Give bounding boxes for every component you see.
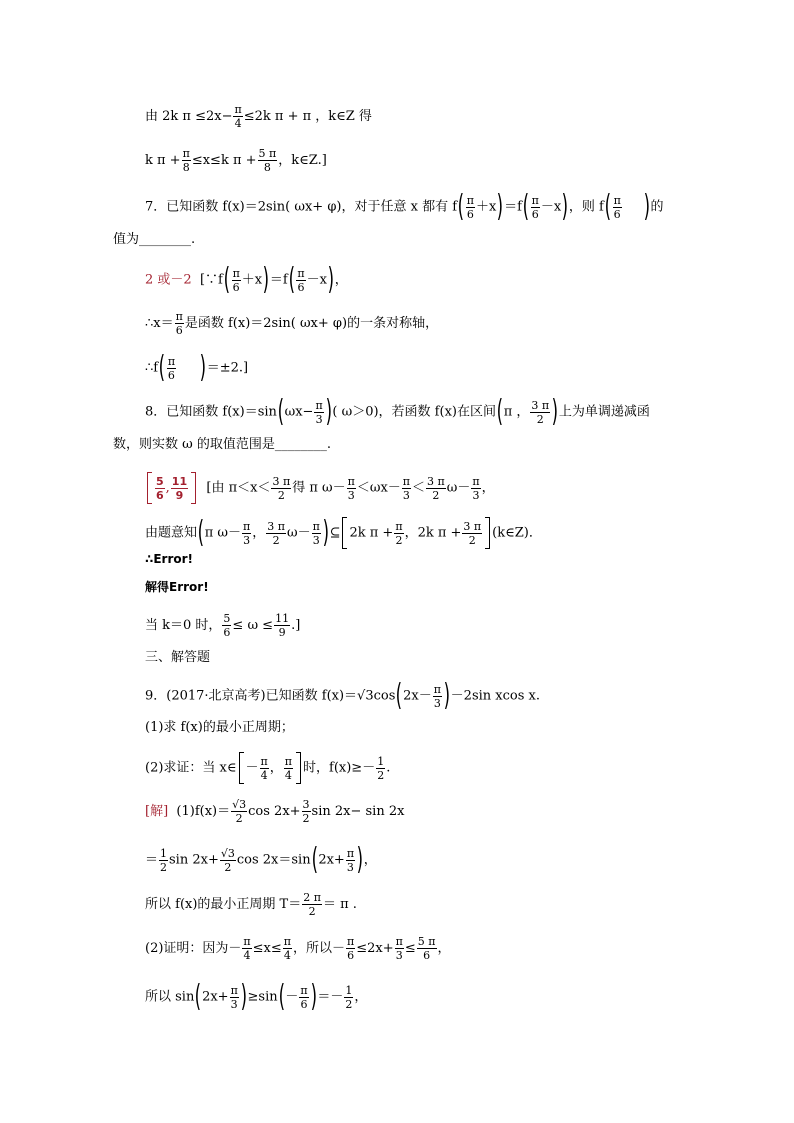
fraction: $\frac{\pi}{6}$ (232, 266, 240, 294)
text: ， (269, 760, 283, 776)
text: ω－ (287, 525, 311, 541)
text: 由题意知 (145, 525, 198, 541)
text: (1)f(x)＝ (176, 804, 231, 819)
paren: ) (240, 979, 247, 1014)
solution-line-2 (145, 147, 327, 174)
text: ＝f (504, 199, 522, 215)
answer-text: 2 或－2 (145, 272, 192, 288)
fraction: $\frac{√3}{2}$ (220, 846, 235, 874)
fraction: $\frac{\pi}{6}$ (347, 935, 355, 962)
text: ≥sin (247, 989, 278, 1005)
fraction: $\frac{\pi}{6}$ (167, 354, 176, 382)
text: ＋x (241, 272, 263, 288)
text: ，k∈Z.] (278, 153, 327, 168)
question-7 (145, 189, 664, 224)
text: 时，f(x)≥－ (303, 760, 376, 776)
text: ， (354, 989, 368, 1005)
text: cos 2x＝sin (236, 852, 311, 868)
fraction: $\frac{\pi}{3}$ (395, 935, 403, 962)
solution-9-line-1 (145, 798, 404, 825)
bracket (296, 752, 301, 784)
fraction: $\frac{\pi}{4}$ (260, 754, 268, 782)
paren: ) (551, 394, 559, 429)
paren: ( (277, 394, 284, 429)
text: 2k π + (349, 525, 394, 541)
text: 所以 sin (145, 989, 195, 1005)
answer-fraction: $\frac{5}{6}$ (156, 474, 164, 502)
paren: ) (496, 189, 504, 224)
fraction: $\frac{\pi}{4}$ (234, 103, 242, 130)
text: ≤2x+ (356, 941, 394, 956)
text: ，则 f (568, 199, 604, 215)
fraction: $\frac{\pi}{6}$ (531, 193, 539, 221)
text: ＋x (476, 199, 497, 215)
text: ， (437, 941, 451, 956)
paren: ( (288, 262, 295, 297)
fraction: $\frac{\pi}{4}$ (243, 935, 251, 962)
paren: ) (325, 394, 332, 429)
bracket (191, 472, 196, 504)
text: π ， (503, 404, 530, 420)
fraction: $\frac{√3}{2}$ (232, 798, 247, 825)
text: ＝±2.] (206, 360, 249, 376)
text: ωx− (284, 404, 314, 420)
text: ＝－ (317, 989, 344, 1005)
paren: ( (223, 262, 230, 297)
answer-fraction: $\frac{11}{9}$ (171, 474, 188, 502)
error-line-1: ∴Error! (145, 552, 194, 566)
paren: ) (561, 189, 569, 224)
fraction: $\frac{11}{9}$ (275, 612, 290, 639)
text: 得 π ω－ (292, 480, 346, 496)
text: ，2k π + (404, 525, 462, 541)
answer-7 (145, 262, 348, 297)
fraction: $\frac{\pi}{6}$ (300, 983, 308, 1011)
text: ， (334, 272, 348, 288)
fraction: $\frac{5 \pi}{6}$ (417, 935, 436, 962)
text: [∵f (199, 272, 223, 288)
text: ( ω＞0)，若函数 f(x)在区间 (332, 404, 496, 420)
fraction: $\frac{1}{2}$ (377, 754, 385, 782)
text: －2sin xcos x. (450, 688, 540, 704)
fraction: $\frac{3}{2}$ (302, 798, 310, 825)
paren: ( (311, 842, 318, 877)
fraction: $\frac{3 \pi}{2}$ (267, 519, 285, 547)
text: ＜ (412, 480, 426, 496)
text: .] (291, 618, 301, 633)
text: . (386, 760, 391, 776)
fraction: $\frac{\pi}{3}$ (315, 398, 323, 426)
solution-9-line-3 (145, 891, 357, 918)
paren: ) (322, 515, 329, 550)
text: ∴x＝ (145, 316, 174, 331)
fraction: $\frac{1}{2}$ (345, 983, 353, 1011)
fraction: $\frac{1}{2}$ (160, 846, 168, 874)
answer-7-line-2 (145, 310, 438, 337)
fraction: $\frac{5 \pi}{8}$ (258, 147, 277, 174)
paren: ) (199, 350, 207, 385)
text: －x (306, 272, 327, 288)
bracket (147, 472, 152, 504)
solution-line-1 (145, 103, 372, 130)
bracket (239, 752, 244, 784)
fraction: $\frac{\pi}{3}$ (346, 846, 355, 874)
paren: ( (158, 350, 166, 385)
fraction: $\frac{\pi}{3}$ (347, 474, 355, 502)
fraction: $\frac{\pi}{3}$ (243, 519, 251, 547)
fraction: $\frac{\pi}{3}$ (312, 519, 320, 547)
text: 2x－ (403, 688, 432, 704)
text: ∴f (145, 360, 159, 376)
text: [由 π＜x＜ (206, 480, 271, 496)
answer-8-line-2 (145, 517, 542, 549)
text: ， (481, 480, 495, 496)
fraction: $\frac{\pi}{6}$ (466, 193, 474, 221)
paren: ( (197, 515, 205, 550)
fraction: $\frac{\pi}{3}$ (433, 682, 441, 710)
text: 所以 f(x)的最小正周期 T＝ (145, 897, 302, 912)
question-9-part-1: (1)求 f(x)的最小正周期； (145, 720, 294, 735)
section-title: 三、解答题 (145, 650, 211, 665)
text: ≤x≤k π + (191, 153, 257, 168)
paren: ( (496, 394, 504, 429)
paren: ) (443, 678, 451, 713)
question-7-line-2: 值为________. (113, 232, 196, 247)
paren: ) (310, 979, 317, 1014)
fraction: $\frac{\pi}{6}$ (297, 266, 305, 294)
fraction: $\frac{\pi}{2}$ (395, 519, 403, 547)
fraction: $\frac{\pi}{3}$ (230, 983, 238, 1011)
bracket (485, 517, 490, 549)
fraction: $\frac{\pi}{3}$ (472, 474, 480, 502)
text: 2x+ (202, 989, 229, 1005)
solution-9-line-5 (145, 979, 368, 1014)
text: ＜ωx－ (356, 480, 401, 496)
text: 当 k＝0 时， (145, 618, 222, 633)
paren: ( (194, 979, 202, 1014)
text: ，所以－ (293, 941, 346, 956)
paren: ( (396, 678, 403, 713)
text: π ω－ (204, 525, 242, 541)
fraction: $\frac{\pi}{4}$ (284, 754, 293, 782)
text: ＝f (269, 272, 288, 288)
answer-8: $\frac{5}{6}$ , $\frac{11}{9}$ [由 π＜x＜ $\frac{3 \pi}{2}$ 得 π ω－ $\frac{\pi}{3}$ ＜ωx－ $\frac{\pi}{3}$ ＜ $\frac{3 \pi}{2}$ ω－ $\frac{\pi}{3}$ ， (145, 472, 495, 504)
text: (k∈Z)． (492, 525, 542, 541)
answer-8-line-5 (145, 612, 300, 639)
text: － (285, 989, 299, 1005)
text: ， (363, 852, 377, 868)
text: ≤2k π + π ，k∈Z 得 (243, 109, 372, 124)
solution-tag: [解] (145, 804, 169, 819)
paren: ) (643, 189, 650, 224)
text: 上为单调递减函 (558, 404, 650, 420)
text: ≤ (404, 941, 416, 956)
bracket (342, 517, 347, 549)
text: 是函数 f(x)＝2sin( ωx+ φ)的一条对称轴， (184, 316, 439, 331)
question-8-line-2: 数，则实数 ω 的取值范围是________. (113, 437, 331, 452)
text: 9．(2017·北京高考)已知函数 f(x)＝√3cos (145, 688, 396, 704)
text: sin 2x− sin 2x (311, 804, 405, 819)
solution-9-line-2 (145, 842, 377, 877)
text: (2)求证：当 x∈ (145, 760, 237, 776)
text: 7．已知函数 f(x)＝2sin( ωx+ φ)，对于任意 x 都有 f (145, 199, 458, 215)
text: cos 2x+ (248, 804, 301, 819)
paren: ( (522, 189, 529, 224)
fraction: $\frac{\pi}{6}$ (613, 193, 621, 221)
paren: ) (262, 262, 270, 297)
fraction: $\frac{\pi}{8}$ (182, 147, 190, 174)
fraction: $\frac{\pi}{3}$ (402, 474, 411, 502)
fraction: $\frac{3 \pi}{2}$ (531, 398, 550, 426)
text: 8．已知函数 f(x)＝sin (145, 404, 277, 420)
paren: ( (278, 979, 285, 1014)
fraction: $\frac{\pi}{6}$ (175, 310, 183, 337)
text: ω－ (446, 480, 471, 496)
fraction: $\frac{5}{6}$ (223, 612, 231, 639)
fraction: $\frac{3 \pi}{2}$ (427, 474, 445, 502)
answer-7-line-3 (145, 350, 249, 385)
solution-9-line-4 (145, 935, 451, 962)
text: ＝ (145, 852, 159, 868)
paren: ) (356, 842, 364, 877)
text: 2x+ (318, 852, 345, 868)
text: k π + (145, 153, 181, 168)
paren: ) (327, 262, 335, 297)
text: 的 (650, 199, 664, 215)
error-line-2: 解得Error! (145, 580, 209, 594)
text: ， (252, 525, 266, 541)
text: － (245, 760, 259, 776)
text: ≤x≤ (252, 941, 282, 956)
fraction: $\frac{3 \pi}{2}$ (272, 474, 291, 502)
paren: ( (604, 189, 611, 224)
fraction: $\frac{\pi}{4}$ (283, 935, 292, 962)
text: ≤ ω ≤ (232, 618, 274, 633)
fraction: $\frac{2 \pi}{2}$ (303, 891, 321, 918)
text: ＝ π . (322, 897, 357, 912)
text: －x (540, 199, 562, 215)
question-9 (145, 678, 540, 713)
question-8 (145, 394, 650, 429)
question-9-part-2 (145, 752, 390, 784)
text: 由 2k π ≤2x− (145, 109, 233, 124)
text: sin 2x+ (169, 852, 219, 868)
fraction: $\frac{3 \pi}{2}$ (463, 519, 482, 547)
text: (2)证明：因为－ (145, 941, 242, 956)
paren: ( (457, 189, 465, 224)
text: ⊆ (329, 525, 341, 541)
